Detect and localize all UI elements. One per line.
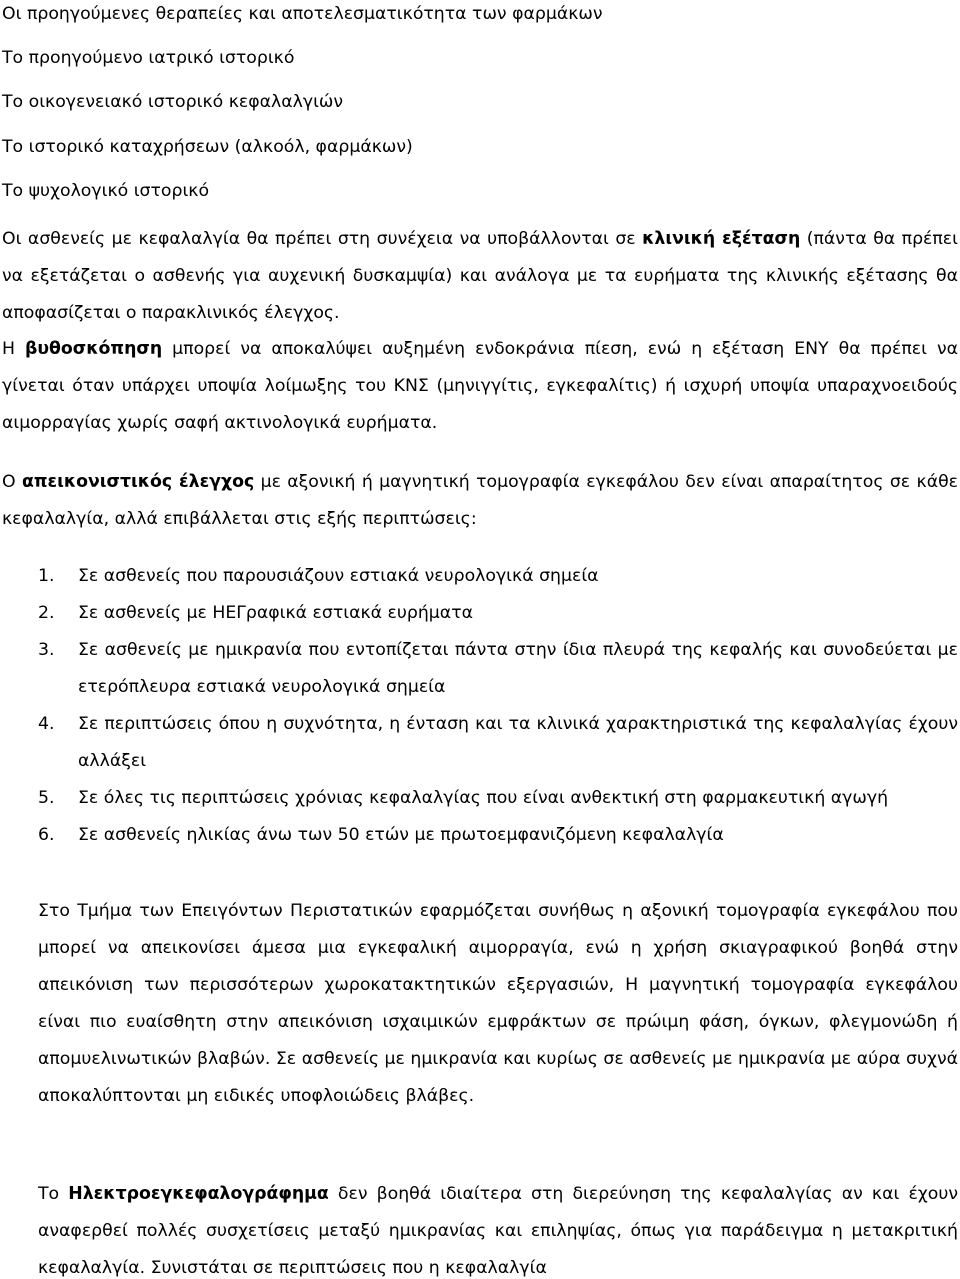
- fundoscopy-term: βυθοσκόπηση: [25, 339, 163, 359]
- history-item-family: Το οικογενειακό ιστορικό κεφαλαλγιών: [2, 92, 344, 112]
- clinical-exam-term: κλινική εξέταση: [642, 229, 801, 249]
- imaging-indications-list: [38, 558, 958, 854]
- list-item: 2. Σε ασθενείς με ΗΕΓραφικά εστιακά ευρήματα: [38, 603, 473, 623]
- list-item: 3. Σε ασθενείς με ημικρανία που εντοπίζεται πάντα στην ίδια πλευρά της κεφαλής και συνοδεύεται με ετερόπλευρα εστιακά νευρολογικά σημεία: [38, 640, 958, 697]
- ct-mri-paragraph: Στο Τμήμα των Επειγόντων Περιστατικών εφαρμόζεται συνήθως η αξονική τομογραφία εγκεφάλου που μπορεί να απεικονίσει άμεσα μια εγκεφαλική αιμορραγία, ενώ η χρήση σκιαγραφικού βοηθά στην απεικόνιση των περισσότερων χωροκατακτητικών εξεργασιών, Η μαγνητική τομογραφία εγκεφάλου είναι πιο ευαίσθητη στην απεικόνιση ισχαιμικών εμφράκτων σε πρώιμη φάση, όγκων, φλεγμονώδη ή απομυελινωτικών βλαβών. Σε ασθενείς με ημικρανία και κυρίως σε ασθενείς με ημικρανία με αύρα συχνά αποκαλύπτονται μη ειδικές υποφλοιώδεις βλάβες.: [38, 901, 958, 1106]
- eeg-paragraph: Το Ηλεκτροεγκεφαλογράφημα δεν βοηθά ιδιαίτερα στη διερεύνηση της κεφαλαλγίας αν και έχουν αναφερθεί πολλές συσχετίσεις μεταξύ ημικρανίας και επιληψίας, όπως για παράδειγμα η μετακριτική κεφαλαλγία. Συνιστάται σε περιπτώσεις που η κεφαλαλγία: [38, 1184, 959, 1278]
- clinical-exam-paragraph: Οι ασθενείς με κεφαλαλγία θα πρέπει στη συνέχεια να υποβάλλονται σε κλινική εξέταση (πάντα θα πρέπει να εξετάζεται ο ασθενής για αυχενική δυσκαμψία) και ανάλογα με τα ευρήματα της κλινικής εξέτασης θα αποφασίζεται ο παρακλινικός έλεγχος.: [2, 229, 958, 323]
- list-item: 1. Σε ασθενείς που παρουσιάζουν εστιακά νευρολογικά σημεία: [38, 566, 599, 586]
- imaging-term: απεικονιστικός έλεγχος: [21, 472, 255, 492]
- imaging-paragraph: Ο απεικονιστικός έλεγχος με αξονική ή μαγνητική τομογραφία εγκεφάλου δεν είναι απαραίτητος σε κάθε κεφαλαλγία, αλλά επιβάλλεται στις εξής περιπτώσεις:: [2, 472, 958, 529]
- list-item: 4. Σε περιπτώσεις όπου η συχνότητα, η ένταση και τα κλινικά χαρακτηριστικά της κεφαλαλγίας έχουν αλλάξει: [38, 714, 958, 771]
- fundoscopy-paragraph: Η βυθοσκόπηση μπορεί να αποκαλύψει αυξημένη ενδοκράνια πίεση, ενώ η εξέταση ΕΝΥ θα πρέπει να γίνεται όταν υπάρχει υποψία λοίμωξης του ΚΝΣ (μηνιγγίτις, εγκεφαλίτις) ή ισχυρή υποψία υπαραχνοειδούς αιμορραγίας χωρίς σαφή ακτινολογικά ευρήματα.: [2, 339, 958, 433]
- history-item-psychological: Το ψυχολογικό ιστορικό: [2, 181, 210, 201]
- history-item-abuse: Το ιστορικό καταχρήσεων (αλκοόλ, φαρμάκων): [2, 137, 413, 157]
- eeg-term: Ηλεκτροεγκεφαλογράφημα: [68, 1184, 329, 1204]
- history-item-medical: Το προηγούμενο ιατρικό ιστορικό: [2, 48, 295, 68]
- history-item-treatments: Οι προηγούμενες θεραπείες και αποτελεσματικότητα των φαρμάκων: [2, 4, 603, 24]
- list-item: 5. Σε όλες τις περιπτώσεις χρόνιας κεφαλαλγίας που είναι ανθεκτική στη φαρμακευτική αγωγή: [38, 788, 889, 808]
- list-item: 6. Σε ασθενείς ηλικίας άνω των 50 ετών με πρωτοεμφανιζόμενη κεφαλαλγία: [38, 825, 724, 845]
